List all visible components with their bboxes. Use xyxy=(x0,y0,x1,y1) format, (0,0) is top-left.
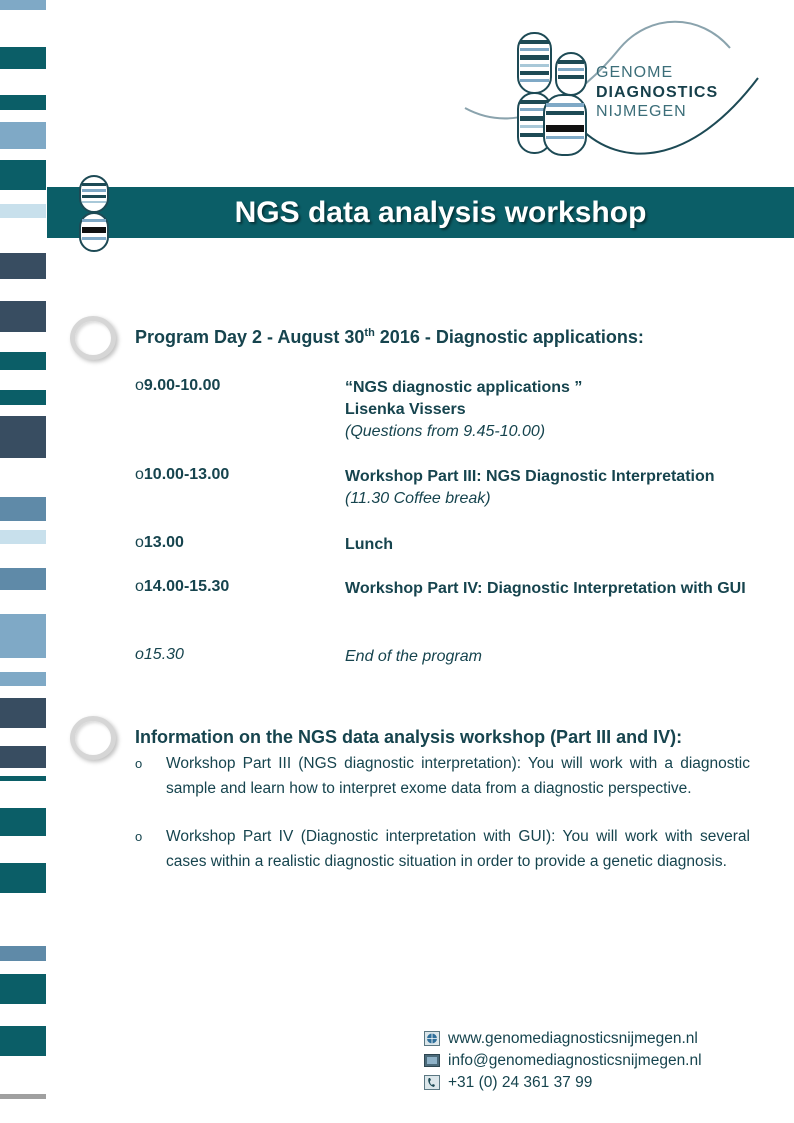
program-time-value: 10.00-13.00 xyxy=(143,466,230,483)
bullet-marker: o xyxy=(135,466,144,483)
bullet-marker: o xyxy=(135,829,143,844)
phone-icon xyxy=(424,1075,440,1090)
program-time-value: 9.00-10.00 xyxy=(143,377,221,394)
chromosome-icon xyxy=(78,175,110,253)
program-description xyxy=(345,646,765,668)
contact-website xyxy=(424,1029,734,1049)
logo-text-genome: GENOME xyxy=(596,64,674,81)
program-time-value: 13.00 xyxy=(143,534,184,551)
program-session-title: “NGS diagnostic applications ” xyxy=(345,379,583,396)
program-time-value: 15.30 xyxy=(143,646,184,663)
bullet-marker: o xyxy=(135,377,144,394)
program-note: (11.30 Coffee break) xyxy=(345,490,491,507)
program-description xyxy=(345,466,765,510)
ring-bullet-icon xyxy=(70,716,116,760)
program-time xyxy=(135,646,184,664)
phone-number[interactable]: +31 (0) 24 361 37 99 xyxy=(448,1074,593,1091)
program-description xyxy=(345,578,765,600)
program-time xyxy=(135,377,220,395)
program-heading xyxy=(135,327,644,348)
bullet-marker: o xyxy=(135,756,143,771)
page-title: NGS data analysis workshop xyxy=(234,196,647,229)
logo-text-nijmegen: NIJMEGEN xyxy=(596,103,687,120)
bullet-marker: o xyxy=(135,646,144,663)
globe-icon xyxy=(424,1031,440,1046)
mail-icon xyxy=(424,1053,440,1068)
program-heading-text: Program Day 2 - August 30 xyxy=(135,327,365,347)
program-session-title: End of the program xyxy=(345,648,482,665)
program-session-title: Lunch xyxy=(345,536,393,553)
program-time xyxy=(135,578,229,596)
title-banner xyxy=(47,187,794,238)
program-time xyxy=(135,466,229,484)
bullet-marker: o xyxy=(135,534,144,551)
info-text: Workshop Part III (NGS diagnostic interpretation): You will work with a diagnostic sample and learn how to interpret exome data from a diagnostic perspective. xyxy=(166,755,750,797)
info-text: Workshop Part IV (Diagnostic interpretation with GUI): You will work with several cases within a realistic diagnostic situation in order to provide a genetic diagnosis. xyxy=(166,828,750,870)
program-description xyxy=(345,377,765,443)
program-heading-sup: th xyxy=(364,327,375,339)
program-time-value: 14.00-15.30 xyxy=(143,578,230,595)
program-speaker: Lisenka Vissers xyxy=(345,401,466,418)
email-link[interactable]: info@genomediagnosticsnijmegen.nl xyxy=(448,1052,702,1069)
logo-text-diagnostics: DIAGNOSTICS xyxy=(596,84,719,101)
contact-phone xyxy=(424,1073,734,1093)
website-link[interactable]: www.genomediagnosticsnijmegen.nl xyxy=(448,1030,698,1047)
info-heading: Information on the NGS data analysis workshop (Part III and IV): xyxy=(135,727,683,747)
program-session-title: Workshop Part IV: Diagnostic Interpretation with GUI xyxy=(345,580,746,597)
program-note: (Questions from 9.45-10.00) xyxy=(345,423,546,440)
program-heading-text-post: 2016 - Diagnostic applications: xyxy=(374,327,644,347)
ring-bullet-icon xyxy=(70,316,116,360)
contact-email xyxy=(424,1051,734,1071)
bullet-marker: o xyxy=(135,578,144,595)
program-session-title: Workshop Part III: NGS Diagnostic Interpretation xyxy=(345,468,715,485)
program-description xyxy=(345,534,765,556)
program-time xyxy=(135,534,184,552)
